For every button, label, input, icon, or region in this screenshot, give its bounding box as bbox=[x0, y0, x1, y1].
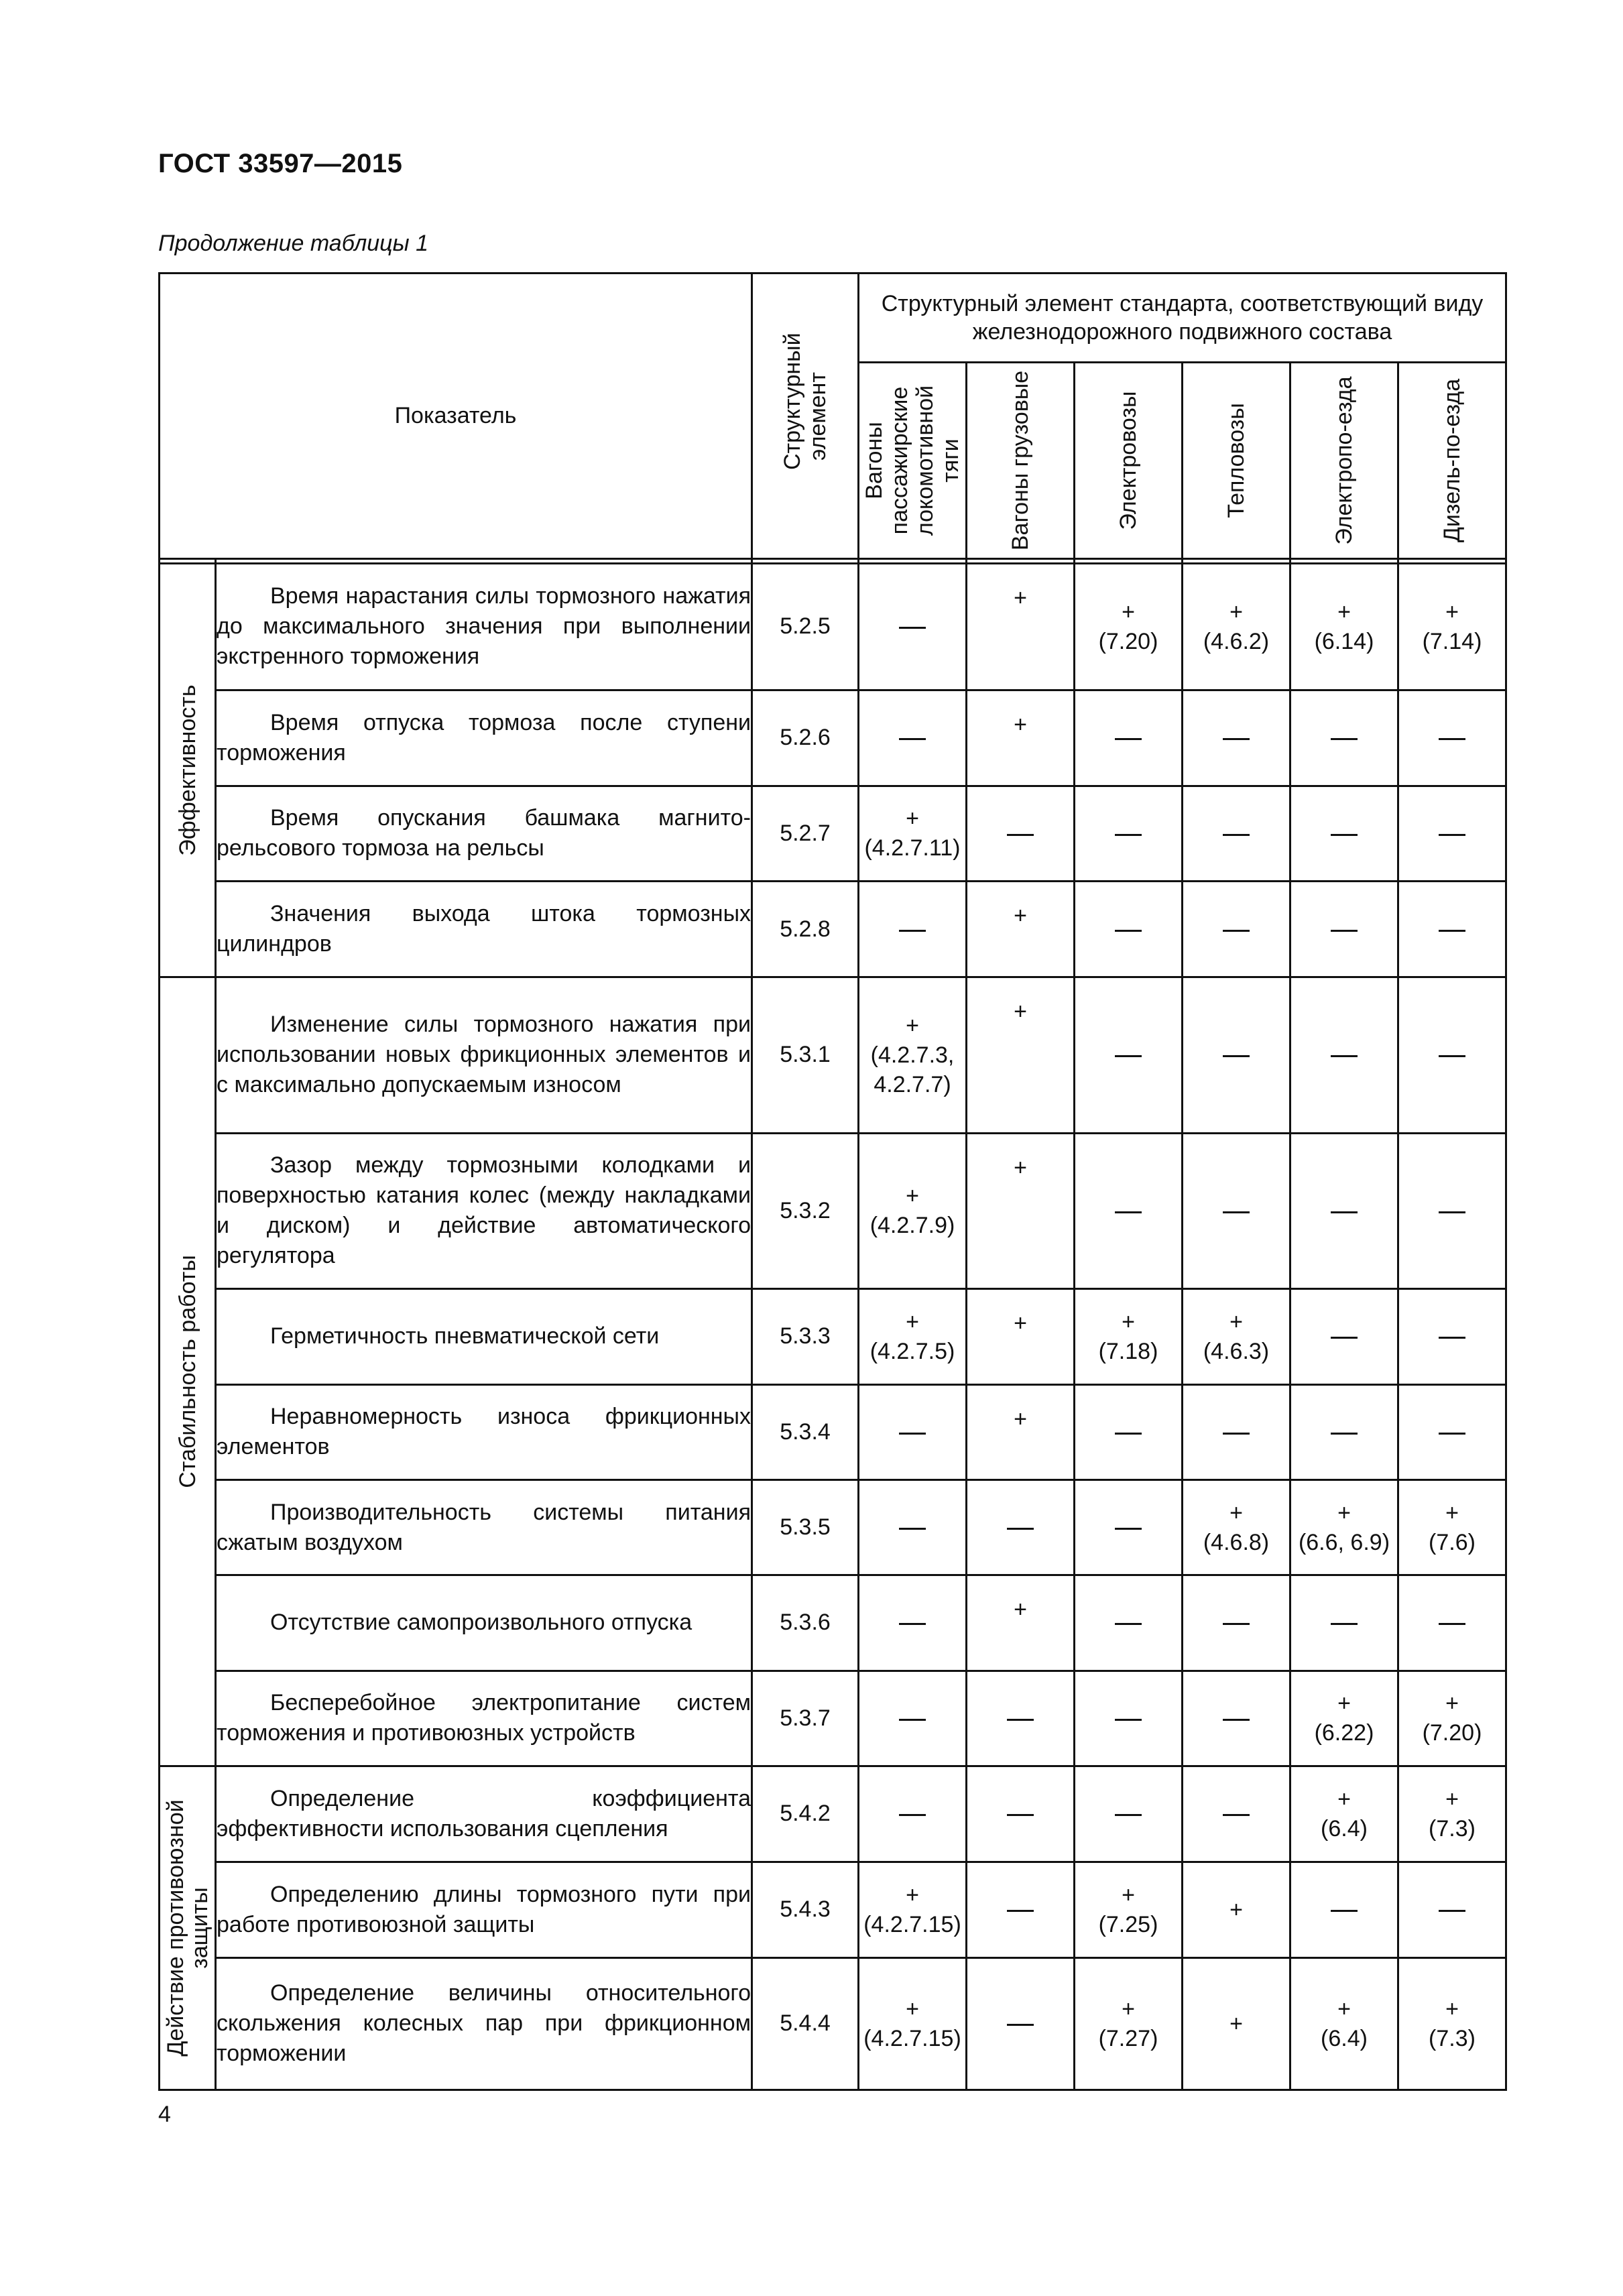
value-cell bbox=[1075, 1766, 1183, 1862]
dash-mark bbox=[899, 627, 926, 629]
dash-mark bbox=[1115, 1814, 1142, 1816]
struct-element-code: 5.2.5 bbox=[752, 564, 859, 690]
table-row bbox=[160, 1862, 1506, 1957]
indicator-cell: Время нарастания силы тормозного нажатия до максимального значения при выполнении экстренного торможения bbox=[216, 564, 752, 690]
value-cell bbox=[1183, 1671, 1290, 1766]
table-row bbox=[160, 1479, 1506, 1575]
plus-mark: + bbox=[1014, 1597, 1027, 1623]
value-cell bbox=[1075, 882, 1183, 977]
value-cell bbox=[1398, 1289, 1506, 1384]
value-cell bbox=[1075, 1133, 1183, 1289]
value-cell bbox=[859, 1384, 967, 1479]
value-cell bbox=[859, 1862, 967, 1957]
struct-element-code: 5.4.4 bbox=[752, 1957, 859, 2090]
dash-mark bbox=[899, 1528, 926, 1530]
value-cell bbox=[1290, 1575, 1398, 1671]
table-row bbox=[160, 786, 1506, 882]
dash-mark bbox=[1331, 1623, 1358, 1625]
column-header-text: Дизель-по-езда bbox=[1439, 378, 1465, 543]
value-cell bbox=[1183, 1957, 1290, 2090]
plus-ref-value: + (6.4) bbox=[1321, 1996, 1368, 2051]
dash-mark bbox=[1115, 738, 1142, 740]
value-cell bbox=[859, 564, 967, 690]
plus-ref-value: + (7.14) bbox=[1422, 599, 1482, 654]
struct-element-code: 5.3.3 bbox=[752, 1289, 859, 1384]
struct-element-code: 5.3.1 bbox=[752, 977, 859, 1134]
value-cell bbox=[1290, 1479, 1398, 1575]
dash-mark bbox=[1331, 1055, 1358, 1057]
value-cell bbox=[859, 1671, 967, 1766]
standard-designation: ГОСТ 33597—2015 bbox=[158, 149, 403, 178]
value-cell bbox=[1183, 1862, 1290, 1957]
value-cell bbox=[1290, 977, 1398, 1134]
value-cell bbox=[1290, 1862, 1398, 1957]
struct-element-code: 5.2.8 bbox=[752, 882, 859, 977]
value-cell bbox=[1075, 1862, 1183, 1957]
table-row bbox=[160, 1575, 1506, 1671]
indicator-cell: Определение коэффициента эффективности использования сцепления bbox=[216, 1766, 752, 1862]
value-cell bbox=[967, 1862, 1075, 1957]
dash-mark bbox=[1439, 930, 1465, 932]
dash-mark bbox=[1223, 1719, 1250, 1721]
table-caption: Продолжение таблицы 1 bbox=[158, 231, 428, 256]
plus-ref-value: + (6.22) bbox=[1314, 1691, 1374, 1746]
value-cell bbox=[1075, 1957, 1183, 2090]
plus-mark: + bbox=[1014, 1311, 1027, 1337]
table-row bbox=[160, 977, 1506, 1134]
value-cell bbox=[1290, 1384, 1398, 1479]
indicator-cell: Определению длины тормозного пути при работе противоюзной защиты bbox=[216, 1862, 752, 1957]
dash-mark bbox=[1115, 1623, 1142, 1625]
table-row bbox=[160, 564, 1506, 690]
struct-element-code: 5.3.2 bbox=[752, 1133, 859, 1289]
plus-ref-value: + (4.6.3) bbox=[1203, 1309, 1270, 1364]
dash-mark bbox=[1007, 1528, 1034, 1530]
dash-mark bbox=[1223, 1814, 1250, 1816]
dash-mark bbox=[899, 1719, 926, 1721]
category-cell bbox=[160, 977, 216, 1766]
column-header-text: Вагоны пассажирские локомотивной тяги bbox=[861, 385, 963, 536]
dash-mark bbox=[1007, 834, 1034, 836]
dash-mark bbox=[899, 930, 926, 932]
plus-mark: + bbox=[1014, 903, 1027, 929]
plus-ref-value: + (7.20) bbox=[1098, 599, 1158, 654]
indicator-cell: Отсутствие самопроизвольного отпуска bbox=[216, 1575, 752, 1671]
category-label: Стабильность работы bbox=[174, 1255, 200, 1488]
dash-mark bbox=[1115, 1055, 1142, 1057]
value-cell bbox=[1398, 882, 1506, 977]
plus-mark: + bbox=[1014, 999, 1027, 1024]
value-cell bbox=[859, 1766, 967, 1862]
category-cell bbox=[160, 564, 216, 977]
value-cell bbox=[1290, 882, 1398, 977]
indicator-header: Показатель bbox=[160, 274, 752, 559]
value-cell bbox=[967, 977, 1075, 1134]
dash-mark bbox=[1007, 2024, 1034, 2026]
table-row bbox=[160, 1384, 1506, 1479]
value-cell bbox=[1075, 977, 1183, 1134]
value-cell bbox=[859, 786, 967, 882]
indicator-cell: Производительность системы питания сжатым воздухом bbox=[216, 1479, 752, 1575]
value-cell bbox=[967, 1384, 1075, 1479]
value-cell bbox=[1290, 1766, 1398, 1862]
struct-element-code: 5.3.7 bbox=[752, 1671, 859, 1766]
header-separator bbox=[160, 559, 1506, 564]
value-cell bbox=[1183, 882, 1290, 977]
dash-mark bbox=[1115, 834, 1142, 836]
struct-element-code: 5.3.4 bbox=[752, 1384, 859, 1479]
table-row bbox=[160, 690, 1506, 786]
value-cell bbox=[1290, 1289, 1398, 1384]
dash-mark bbox=[1223, 834, 1250, 836]
struct-element-code: 5.2.6 bbox=[752, 690, 859, 786]
plus-ref-value: + (6.4) bbox=[1321, 1786, 1368, 1841]
column-header-text: Электровозы bbox=[1116, 391, 1141, 530]
value-cell bbox=[1290, 786, 1398, 882]
column-header-text: Электропо-езда bbox=[1331, 376, 1357, 545]
value-cell bbox=[1183, 690, 1290, 786]
column-header-text: Вагоны грузовые bbox=[1008, 370, 1033, 551]
dash-mark bbox=[1439, 1433, 1465, 1435]
plus-ref-value: + (4.2.7.9) bbox=[869, 1183, 955, 1239]
dash-mark bbox=[899, 1623, 926, 1625]
value-cell bbox=[1075, 564, 1183, 690]
plus-ref-value: + (7.20) bbox=[1422, 1691, 1482, 1746]
dash-mark bbox=[1007, 1719, 1034, 1721]
indicator-cell: Определение величины относительного скольжения колесных пар при фрикционном торможении bbox=[216, 1957, 752, 2090]
plus-mark: + bbox=[1014, 711, 1027, 737]
plus-ref-value: + (4.2.7.15) bbox=[863, 1996, 961, 2051]
indicator-table bbox=[158, 272, 1507, 2091]
value-cell bbox=[859, 1575, 967, 1671]
value-cell bbox=[967, 1671, 1075, 1766]
value-cell bbox=[1398, 1575, 1506, 1671]
value-cell bbox=[1290, 1957, 1398, 2090]
dash-mark bbox=[899, 1433, 926, 1435]
plus-mark: + bbox=[1014, 1154, 1027, 1181]
value-cell bbox=[967, 1575, 1075, 1671]
value-cell bbox=[1183, 977, 1290, 1134]
indicator-cell: Зазор между тормозными колодками и поверхностью катания колес (между накладками и диском) и действие автоматического регулятора bbox=[216, 1133, 752, 1289]
struct-element-code: 5.4.3 bbox=[752, 1862, 859, 1957]
table-row bbox=[160, 1957, 1506, 2090]
value-cell bbox=[1398, 564, 1506, 690]
value-cell bbox=[1398, 1766, 1506, 1862]
value-cell bbox=[1290, 564, 1398, 690]
dash-mark bbox=[1223, 1211, 1250, 1213]
dash-mark bbox=[1223, 930, 1250, 932]
value-cell bbox=[1183, 1575, 1290, 1671]
table-row bbox=[160, 1766, 1506, 1862]
plus-ref-value: + (7.3) bbox=[1429, 1786, 1476, 1841]
value-cell bbox=[1183, 1479, 1290, 1575]
dash-mark bbox=[1439, 1910, 1465, 1912]
value-cell bbox=[1183, 1384, 1290, 1479]
indicator-cell: Время отпуска тормоза после ступени торможения bbox=[216, 690, 752, 786]
plus-ref-value: + (4.2.7.15) bbox=[863, 1882, 961, 1937]
dash-mark bbox=[899, 738, 926, 740]
plus-mark: + bbox=[1014, 585, 1027, 611]
value-cell bbox=[967, 1766, 1075, 1862]
plus-ref-value: + (4.6.2) bbox=[1203, 599, 1270, 654]
value-cell bbox=[1290, 1133, 1398, 1289]
value-cell bbox=[859, 1957, 967, 2090]
value-cell bbox=[859, 977, 967, 1134]
value-cell bbox=[859, 1479, 967, 1575]
dash-mark bbox=[1223, 1055, 1250, 1057]
value-cell bbox=[1075, 1384, 1183, 1479]
value-cell bbox=[1398, 786, 1506, 882]
dash-mark bbox=[1115, 1719, 1142, 1721]
plus-ref-value: + (7.25) bbox=[1098, 1882, 1158, 1937]
group-header: Структурный элемент стандарта, соответствующий виду железнодорожного подвижного состава bbox=[859, 274, 1506, 363]
value-cell bbox=[859, 882, 967, 977]
table-row bbox=[160, 1133, 1506, 1289]
value-cell bbox=[967, 564, 1075, 690]
indicator-cell: Значения выхода штока тормозных цилиндров bbox=[216, 882, 752, 977]
dash-mark bbox=[1007, 1814, 1034, 1816]
indicator-cell: Время опускания башмака магниторельсового тормоза на рельсы bbox=[216, 786, 752, 882]
plus-mark: + bbox=[1229, 2010, 1243, 2037]
struct-element-code: 5.4.2 bbox=[752, 1766, 859, 1862]
value-cell bbox=[1398, 977, 1506, 1134]
indicator-cell: Неравномерность износа фрикционных элементов bbox=[216, 1384, 752, 1479]
plus-ref-value: + (4.2.7.3, 4.2.7.7) bbox=[870, 1012, 955, 1097]
value-cell bbox=[859, 1289, 967, 1384]
dash-mark bbox=[1331, 1211, 1358, 1213]
value-cell bbox=[967, 1957, 1075, 2090]
table-row bbox=[160, 1671, 1506, 1766]
value-cell bbox=[1183, 1133, 1290, 1289]
value-cell bbox=[1290, 690, 1398, 786]
struct-element-header bbox=[752, 274, 859, 559]
dash-mark bbox=[1223, 1433, 1250, 1435]
value-cell bbox=[1183, 1289, 1290, 1384]
value-cell bbox=[967, 882, 1075, 977]
dash-mark bbox=[1115, 930, 1142, 932]
column-header bbox=[859, 363, 967, 559]
plus-ref-value: + (4.2.7.11) bbox=[864, 806, 961, 861]
dash-mark bbox=[1331, 930, 1358, 932]
dash-mark bbox=[1331, 1433, 1358, 1435]
indicator-cell: Бесперебойное электропитание систем торможения и противоюзных устройств bbox=[216, 1671, 752, 1766]
plus-ref-value: + (7.27) bbox=[1098, 1996, 1158, 2051]
value-cell bbox=[967, 690, 1075, 786]
dash-mark bbox=[1439, 738, 1465, 740]
dash-mark bbox=[1439, 1211, 1465, 1213]
value-cell bbox=[1183, 1766, 1290, 1862]
value-cell bbox=[967, 1289, 1075, 1384]
plus-ref-value: + (7.3) bbox=[1429, 1996, 1476, 2051]
plus-ref-value: + (4.6.8) bbox=[1203, 1500, 1270, 1555]
dash-mark bbox=[1223, 738, 1250, 740]
struct-element-code: 5.2.7 bbox=[752, 786, 859, 882]
dash-mark bbox=[1115, 1528, 1142, 1530]
value-cell bbox=[1398, 690, 1506, 786]
dash-mark bbox=[1007, 1910, 1034, 1912]
value-cell bbox=[1183, 564, 1290, 690]
page-number: 4 bbox=[158, 2102, 171, 2127]
value-cell bbox=[1075, 1575, 1183, 1671]
struct-element-code: 5.3.5 bbox=[752, 1479, 859, 1575]
dash-mark bbox=[1439, 1623, 1465, 1625]
dash-mark bbox=[1439, 834, 1465, 836]
struct-element-header-text: Структурный элемент bbox=[780, 332, 831, 470]
column-header-text: Тепловозы bbox=[1223, 403, 1249, 518]
value-cell bbox=[967, 786, 1075, 882]
value-cell bbox=[967, 1133, 1075, 1289]
struct-element-code: 5.3.6 bbox=[752, 1575, 859, 1671]
plus-ref-value: + (4.2.7.5) bbox=[869, 1309, 955, 1364]
column-header bbox=[967, 363, 1075, 559]
table-row bbox=[160, 1289, 1506, 1384]
indicator-cell: Герметичность пневматической сети bbox=[216, 1289, 752, 1384]
column-header bbox=[1290, 363, 1398, 559]
dash-mark bbox=[899, 1814, 926, 1816]
dash-mark bbox=[1115, 1433, 1142, 1435]
plus-mark: + bbox=[1014, 1406, 1027, 1432]
dash-mark bbox=[1439, 1055, 1465, 1057]
plus-mark: + bbox=[1229, 1896, 1243, 1923]
value-cell bbox=[1398, 1862, 1506, 1957]
value-cell bbox=[859, 1133, 967, 1289]
plus-ref-value: + (7.6) bbox=[1429, 1500, 1476, 1555]
indicator-cell: Изменение силы тормозного нажатия при использовании новых фрикционных элементов и с максимально допускаемым износом bbox=[216, 977, 752, 1134]
dash-mark bbox=[1115, 1211, 1142, 1213]
value-cell bbox=[1075, 1289, 1183, 1384]
category-label: Действие противоюзной защиты bbox=[162, 1799, 213, 2057]
column-header bbox=[1183, 363, 1290, 559]
value-cell bbox=[859, 690, 967, 786]
plus-ref-value: + (6.14) bbox=[1314, 599, 1374, 654]
value-cell bbox=[1398, 1671, 1506, 1766]
value-cell bbox=[1183, 786, 1290, 882]
dash-mark bbox=[1223, 1623, 1250, 1625]
column-header bbox=[1398, 363, 1506, 559]
dash-mark bbox=[1331, 1910, 1358, 1912]
value-cell bbox=[1290, 1671, 1398, 1766]
plus-ref-value: + (6.6, 6.9) bbox=[1298, 1500, 1390, 1555]
plus-ref-value: + (7.18) bbox=[1098, 1309, 1158, 1364]
value-cell bbox=[967, 1479, 1075, 1575]
value-cell bbox=[1398, 1957, 1506, 2090]
category-label: Эффективность bbox=[174, 684, 200, 856]
dash-mark bbox=[1331, 834, 1358, 836]
value-cell bbox=[1075, 1479, 1183, 1575]
value-cell bbox=[1075, 1671, 1183, 1766]
dash-mark bbox=[1439, 1337, 1465, 1339]
value-cell bbox=[1398, 1133, 1506, 1289]
value-cell bbox=[1398, 1479, 1506, 1575]
dash-mark bbox=[1331, 738, 1358, 740]
table-row bbox=[160, 882, 1506, 977]
value-cell bbox=[1075, 690, 1183, 786]
value-cell bbox=[1398, 1384, 1506, 1479]
value-cell bbox=[1075, 786, 1183, 882]
column-header bbox=[1075, 363, 1183, 559]
category-cell bbox=[160, 1766, 216, 2090]
dash-mark bbox=[1331, 1337, 1358, 1339]
